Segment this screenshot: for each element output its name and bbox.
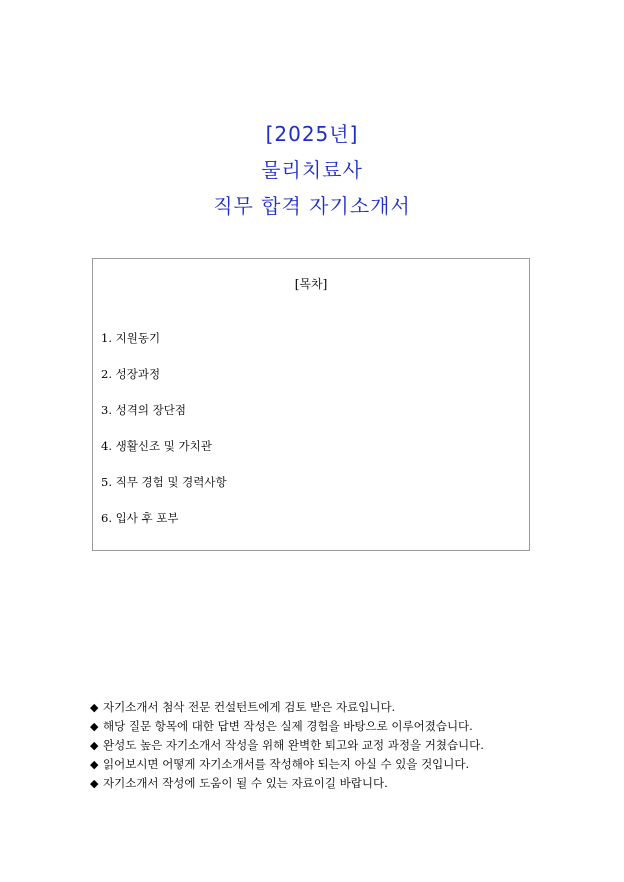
note-item <box>90 774 484 793</box>
note-text: 자기소개서 첨삭 전문 컨설턴트에게 검토 받은 자료입니다. <box>103 700 396 714</box>
document-title <box>0 116 624 224</box>
diamond-bullet-icon: ◆ <box>90 720 99 733</box>
toc-item: 2. 성장과정 <box>101 367 161 381</box>
note-text: 읽어보시면 어떻게 자기소개서를 작성해야 되는지 아실 수 있을 것입니다. <box>103 757 470 771</box>
title-job: 물리치료사 <box>261 158 363 182</box>
note-item <box>90 736 484 755</box>
toc-heading: [목차] <box>294 277 328 291</box>
table-of-contents <box>92 258 530 551</box>
toc-item: 4. 생활신조 및 가치관 <box>101 439 212 453</box>
note-item <box>90 755 484 774</box>
toc-item: 3. 성격의 장단점 <box>101 403 186 417</box>
toc-list <box>101 331 227 547</box>
toc-item: 5. 직무 경험 및 경력사항 <box>101 475 227 489</box>
title-year: [2025년] <box>265 122 359 146</box>
diamond-bullet-icon: ◆ <box>90 739 99 752</box>
toc-item: 1. 지원동기 <box>101 331 161 345</box>
note-item <box>90 698 484 717</box>
diamond-bullet-icon: ◆ <box>90 758 99 771</box>
note-text: 자기소개서 작성에 도움이 될 수 있는 자료이길 바랍니다. <box>103 776 388 790</box>
title-subtitle: 직무 합격 자기소개서 <box>213 194 411 218</box>
note-text: 완성도 높은 자기소개서 작성을 위해 완벽한 퇴고와 교정 과정을 거쳤습니다. <box>103 738 484 752</box>
toc-item: 6. 입사 후 포부 <box>101 511 179 525</box>
diamond-bullet-icon: ◆ <box>90 777 99 790</box>
diamond-bullet-icon: ◆ <box>90 701 99 714</box>
note-item <box>90 717 484 736</box>
note-text: 해당 질문 항목에 대한 답변 작성은 실제 경험을 바탕으로 이루어졌습니다. <box>103 719 473 733</box>
notes-list <box>90 698 484 793</box>
